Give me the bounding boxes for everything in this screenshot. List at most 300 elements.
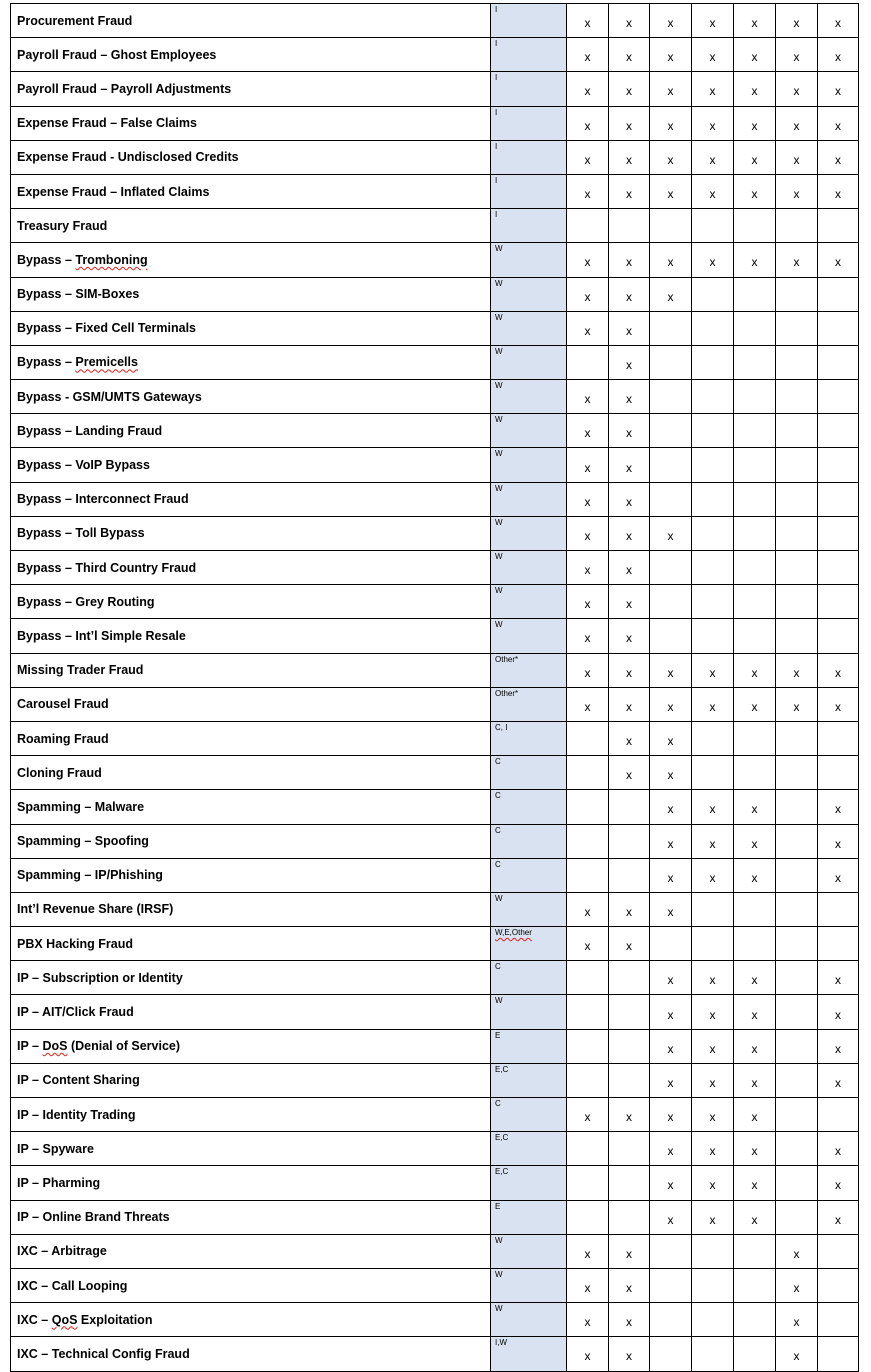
fraud-type-name: Bypass – Third Country Fraud bbox=[11, 551, 491, 585]
mark-cell-col-3: x bbox=[650, 1166, 692, 1200]
category-code: I bbox=[491, 4, 567, 38]
mark-cell-col-1: x bbox=[567, 277, 609, 311]
mark-cell-col-6 bbox=[776, 824, 818, 858]
category-code: E bbox=[491, 1029, 567, 1063]
mark-cell-col-7 bbox=[818, 277, 859, 311]
mark-cell-col-4 bbox=[692, 380, 734, 414]
mark-cell-col-5 bbox=[734, 345, 776, 379]
mark-cell-col-3: x bbox=[650, 1132, 692, 1166]
mark-cell-col-7: x bbox=[818, 653, 859, 687]
mark-cell-col-2 bbox=[609, 961, 650, 995]
mark-cell-col-3 bbox=[650, 448, 692, 482]
mark-cell-col-7: x bbox=[818, 72, 859, 106]
mark-cell-col-2: x bbox=[609, 311, 650, 345]
category-code: I bbox=[491, 140, 567, 174]
mark-cell-col-2: x bbox=[609, 1098, 650, 1132]
mark-cell-col-3: x bbox=[650, 824, 692, 858]
mark-cell-col-2: x bbox=[609, 345, 650, 379]
mark-cell-col-2 bbox=[609, 1063, 650, 1097]
mark-cell-col-3: x bbox=[650, 892, 692, 926]
mark-cell-col-6: x bbox=[776, 174, 818, 208]
mark-cell-col-5 bbox=[734, 892, 776, 926]
mark-cell-col-5: x bbox=[734, 1098, 776, 1132]
category-code: C bbox=[491, 858, 567, 892]
spellcheck-underlined-word: QoS bbox=[51, 1312, 78, 1327]
mark-cell-col-6 bbox=[776, 516, 818, 550]
mark-cell-col-4: x bbox=[692, 995, 734, 1029]
mark-cell-col-4: x bbox=[692, 1132, 734, 1166]
mark-cell-col-1: x bbox=[567, 1268, 609, 1302]
category-code: C bbox=[491, 961, 567, 995]
mark-cell-col-6 bbox=[776, 1029, 818, 1063]
mark-cell-col-4 bbox=[692, 551, 734, 585]
mark-cell-col-4 bbox=[692, 892, 734, 926]
table-row bbox=[11, 892, 859, 926]
mark-cell-col-5: x bbox=[734, 824, 776, 858]
mark-cell-col-3: x bbox=[650, 4, 692, 38]
category-code: E,C bbox=[491, 1132, 567, 1166]
fraud-type-name: Bypass – Grey Routing bbox=[11, 585, 491, 619]
mark-cell-col-2: x bbox=[609, 653, 650, 687]
mark-cell-col-7 bbox=[818, 414, 859, 448]
mark-cell-col-7: x bbox=[818, 1166, 859, 1200]
mark-cell-col-4 bbox=[692, 927, 734, 961]
mark-cell-col-6 bbox=[776, 1132, 818, 1166]
mark-cell-col-2: x bbox=[609, 277, 650, 311]
mark-cell-col-6: x bbox=[776, 653, 818, 687]
spellcheck-underlined-word: Premicells bbox=[75, 355, 138, 370]
mark-cell-col-7: x bbox=[818, 995, 859, 1029]
table-row bbox=[11, 1098, 859, 1132]
mark-cell-col-5 bbox=[734, 482, 776, 516]
fraud-matrix-table bbox=[10, 3, 859, 1372]
mark-cell-col-6 bbox=[776, 277, 818, 311]
table-row bbox=[11, 38, 859, 72]
mark-cell-col-6: x bbox=[776, 687, 818, 721]
mark-cell-col-3: x bbox=[650, 858, 692, 892]
mark-cell-col-2 bbox=[609, 995, 650, 1029]
mark-cell-col-6 bbox=[776, 448, 818, 482]
category-code: W bbox=[491, 380, 567, 414]
mark-cell-col-7 bbox=[818, 516, 859, 550]
fraud-type-name: IP – Online Brand Threats bbox=[11, 1200, 491, 1234]
category-code: W bbox=[491, 892, 567, 926]
mark-cell-col-1: x bbox=[567, 38, 609, 72]
mark-cell-col-1: x bbox=[567, 1337, 609, 1371]
mark-cell-col-1: x bbox=[567, 4, 609, 38]
category-code: W bbox=[491, 482, 567, 516]
mark-cell-col-6 bbox=[776, 1200, 818, 1234]
mark-cell-col-5: x bbox=[734, 1166, 776, 1200]
fraud-type-name: Missing Trader Fraud bbox=[11, 653, 491, 687]
fraud-type-name: Carousel Fraud bbox=[11, 687, 491, 721]
mark-cell-col-6: x bbox=[776, 140, 818, 174]
table-row bbox=[11, 516, 859, 550]
category-code: W bbox=[491, 345, 567, 379]
mark-cell-col-7: x bbox=[818, 106, 859, 140]
category-code: C bbox=[491, 1098, 567, 1132]
mark-cell-col-2: x bbox=[609, 721, 650, 755]
mark-cell-col-2: x bbox=[609, 551, 650, 585]
mark-cell-col-1: x bbox=[567, 516, 609, 550]
table-row bbox=[11, 72, 859, 106]
mark-cell-col-5: x bbox=[734, 174, 776, 208]
mark-cell-col-2: x bbox=[609, 448, 650, 482]
mark-cell-col-3 bbox=[650, 414, 692, 448]
mark-cell-col-5 bbox=[734, 311, 776, 345]
category-code: W bbox=[491, 277, 567, 311]
fraud-type-name: Spamming – IP/Phishing bbox=[11, 858, 491, 892]
fraud-type-name: Spamming – Spoofing bbox=[11, 824, 491, 858]
mark-cell-col-1 bbox=[567, 824, 609, 858]
mark-cell-col-1: x bbox=[567, 619, 609, 653]
fraud-type-name: Payroll Fraud – Ghost Employees bbox=[11, 38, 491, 72]
table-row bbox=[11, 243, 859, 277]
mark-cell-col-1 bbox=[567, 961, 609, 995]
mark-cell-col-2 bbox=[609, 858, 650, 892]
table-row bbox=[11, 345, 859, 379]
mark-cell-col-2: x bbox=[609, 243, 650, 277]
mark-cell-col-6: x bbox=[776, 106, 818, 140]
mark-cell-col-4 bbox=[692, 1303, 734, 1337]
table-row bbox=[11, 1200, 859, 1234]
table-row bbox=[11, 653, 859, 687]
mark-cell-col-5: x bbox=[734, 140, 776, 174]
mark-cell-col-1: x bbox=[567, 140, 609, 174]
mark-cell-col-7 bbox=[818, 380, 859, 414]
fraud-type-name: Bypass – Interconnect Fraud bbox=[11, 482, 491, 516]
mark-cell-col-7: x bbox=[818, 38, 859, 72]
category-code: W bbox=[491, 1303, 567, 1337]
mark-cell-col-2 bbox=[609, 1200, 650, 1234]
mark-cell-col-1 bbox=[567, 1063, 609, 1097]
mark-cell-col-3 bbox=[650, 1337, 692, 1371]
mark-cell-col-4: x bbox=[692, 38, 734, 72]
mark-cell-col-6 bbox=[776, 345, 818, 379]
mark-cell-col-3 bbox=[650, 482, 692, 516]
mark-cell-col-1 bbox=[567, 209, 609, 243]
fraud-type-name: Bypass – Fixed Cell Terminals bbox=[11, 311, 491, 345]
category-code: C, I bbox=[491, 721, 567, 755]
mark-cell-col-3: x bbox=[650, 38, 692, 72]
fraud-type-name: PBX Hacking Fraud bbox=[11, 927, 491, 961]
mark-cell-col-5 bbox=[734, 414, 776, 448]
mark-cell-col-4: x bbox=[692, 1166, 734, 1200]
mark-cell-col-3: x bbox=[650, 995, 692, 1029]
mark-cell-col-3: x bbox=[650, 72, 692, 106]
mark-cell-col-4 bbox=[692, 448, 734, 482]
category-code: W bbox=[491, 619, 567, 653]
category-code: E bbox=[491, 1200, 567, 1234]
mark-cell-col-3 bbox=[650, 345, 692, 379]
category-code: W bbox=[491, 1268, 567, 1302]
category-code: C bbox=[491, 790, 567, 824]
mark-cell-col-7 bbox=[818, 1337, 859, 1371]
mark-cell-col-3: x bbox=[650, 687, 692, 721]
mark-cell-col-3: x bbox=[650, 1063, 692, 1097]
table-row bbox=[11, 824, 859, 858]
mark-cell-col-6 bbox=[776, 414, 818, 448]
mark-cell-col-6 bbox=[776, 721, 818, 755]
fraud-type-name: Expense Fraud – False Claims bbox=[11, 106, 491, 140]
mark-cell-col-5 bbox=[734, 619, 776, 653]
mark-cell-col-1: x bbox=[567, 448, 609, 482]
mark-cell-col-3 bbox=[650, 380, 692, 414]
mark-cell-col-4 bbox=[692, 1337, 734, 1371]
mark-cell-col-1 bbox=[567, 1029, 609, 1063]
mark-cell-col-3 bbox=[650, 311, 692, 345]
mark-cell-col-2 bbox=[609, 824, 650, 858]
mark-cell-col-7: x bbox=[818, 961, 859, 995]
mark-cell-col-3: x bbox=[650, 140, 692, 174]
table-row bbox=[11, 687, 859, 721]
table-row bbox=[11, 790, 859, 824]
mark-cell-col-2: x bbox=[609, 72, 650, 106]
mark-cell-col-6 bbox=[776, 892, 818, 926]
category-code: Other* bbox=[491, 653, 567, 687]
mark-cell-col-6 bbox=[776, 961, 818, 995]
table-row bbox=[11, 1337, 859, 1371]
fraud-type-name: Int’l Revenue Share (IRSF) bbox=[11, 892, 491, 926]
table-row bbox=[11, 448, 859, 482]
mark-cell-col-6: x bbox=[776, 1337, 818, 1371]
mark-cell-col-5: x bbox=[734, 687, 776, 721]
mark-cell-col-5 bbox=[734, 721, 776, 755]
fraud-type-name: Bypass – Toll Bypass bbox=[11, 516, 491, 550]
table-row bbox=[11, 1234, 859, 1268]
mark-cell-col-3: x bbox=[650, 174, 692, 208]
mark-cell-col-5 bbox=[734, 1337, 776, 1371]
mark-cell-col-6 bbox=[776, 927, 818, 961]
mark-cell-col-3 bbox=[650, 209, 692, 243]
mark-cell-col-6 bbox=[776, 1063, 818, 1097]
table-row bbox=[11, 414, 859, 448]
mark-cell-col-7: x bbox=[818, 243, 859, 277]
category-code bbox=[491, 927, 567, 961]
table-row bbox=[11, 1132, 859, 1166]
table-row bbox=[11, 1166, 859, 1200]
mark-cell-col-1: x bbox=[567, 482, 609, 516]
mark-cell-col-4 bbox=[692, 414, 734, 448]
table-row bbox=[11, 858, 859, 892]
mark-cell-col-3 bbox=[650, 927, 692, 961]
mark-cell-col-4 bbox=[692, 721, 734, 755]
table-row bbox=[11, 140, 859, 174]
table-row bbox=[11, 174, 859, 208]
table-row bbox=[11, 619, 859, 653]
mark-cell-col-3: x bbox=[650, 106, 692, 140]
mark-cell-col-5: x bbox=[734, 1029, 776, 1063]
mark-cell-col-4: x bbox=[692, 961, 734, 995]
spellcheck-underlined-word: W,E,Other bbox=[495, 928, 532, 938]
mark-cell-col-5: x bbox=[734, 243, 776, 277]
fraud-type-name: IP – Subscription or Identity bbox=[11, 961, 491, 995]
mark-cell-col-7: x bbox=[818, 687, 859, 721]
table-row bbox=[11, 482, 859, 516]
mark-cell-col-7 bbox=[818, 482, 859, 516]
mark-cell-col-5: x bbox=[734, 790, 776, 824]
mark-cell-col-4: x bbox=[692, 1098, 734, 1132]
category-code: W bbox=[491, 551, 567, 585]
mark-cell-col-5: x bbox=[734, 1200, 776, 1234]
mark-cell-col-7 bbox=[818, 585, 859, 619]
mark-cell-col-1: x bbox=[567, 106, 609, 140]
table-row bbox=[11, 721, 859, 755]
mark-cell-col-3: x bbox=[650, 721, 692, 755]
mark-cell-col-4: x bbox=[692, 790, 734, 824]
mark-cell-col-4: x bbox=[692, 653, 734, 687]
mark-cell-col-7 bbox=[818, 1234, 859, 1268]
mark-cell-col-7: x bbox=[818, 790, 859, 824]
fraud-type-name: IP – Spyware bbox=[11, 1132, 491, 1166]
mark-cell-col-5: x bbox=[734, 995, 776, 1029]
mark-cell-col-1: x bbox=[567, 927, 609, 961]
mark-cell-col-4 bbox=[692, 209, 734, 243]
mark-cell-col-3: x bbox=[650, 790, 692, 824]
mark-cell-col-1: x bbox=[567, 1098, 609, 1132]
fraud-type-name: Bypass – Landing Fraud bbox=[11, 414, 491, 448]
fraud-type-name: IP – Identity Trading bbox=[11, 1098, 491, 1132]
mark-cell-col-6 bbox=[776, 790, 818, 824]
mark-cell-col-3 bbox=[650, 585, 692, 619]
mark-cell-col-4: x bbox=[692, 687, 734, 721]
fraud-type-name: Bypass – Tromboning bbox=[11, 243, 491, 277]
fraud-type-name: Bypass – VoIP Bypass bbox=[11, 448, 491, 482]
mark-cell-col-7: x bbox=[818, 174, 859, 208]
mark-cell-col-6: x bbox=[776, 1268, 818, 1302]
mark-cell-col-6: x bbox=[776, 72, 818, 106]
mark-cell-col-4: x bbox=[692, 1063, 734, 1097]
mark-cell-col-6: x bbox=[776, 1303, 818, 1337]
mark-cell-col-2: x bbox=[609, 927, 650, 961]
mark-cell-col-5 bbox=[734, 927, 776, 961]
mark-cell-col-7: x bbox=[818, 1063, 859, 1097]
fraud-type-name: IXC – Arbitrage bbox=[11, 1234, 491, 1268]
mark-cell-col-1: x bbox=[567, 1303, 609, 1337]
category-code: W bbox=[491, 311, 567, 345]
mark-cell-col-6: x bbox=[776, 4, 818, 38]
mark-cell-col-4 bbox=[692, 1234, 734, 1268]
mark-cell-col-2: x bbox=[609, 1337, 650, 1371]
mark-cell-col-4: x bbox=[692, 243, 734, 277]
mark-cell-col-3: x bbox=[650, 756, 692, 790]
fraud-type-name: Payroll Fraud – Payroll Adjustments bbox=[11, 72, 491, 106]
mark-cell-col-3 bbox=[650, 1234, 692, 1268]
mark-cell-col-3: x bbox=[650, 243, 692, 277]
mark-cell-col-7 bbox=[818, 551, 859, 585]
category-code: W bbox=[491, 1234, 567, 1268]
mark-cell-col-4 bbox=[692, 482, 734, 516]
mark-cell-col-3 bbox=[650, 551, 692, 585]
category-code: W bbox=[491, 243, 567, 277]
fraud-type-name: Expense Fraud – Inflated Claims bbox=[11, 174, 491, 208]
mark-cell-col-2: x bbox=[609, 106, 650, 140]
mark-cell-col-4: x bbox=[692, 72, 734, 106]
mark-cell-col-2: x bbox=[609, 4, 650, 38]
mark-cell-col-5 bbox=[734, 277, 776, 311]
table-row bbox=[11, 961, 859, 995]
mark-cell-col-5: x bbox=[734, 1063, 776, 1097]
fraud-type-name: Roaming Fraud bbox=[11, 721, 491, 755]
fraud-type-name: Treasury Fraud bbox=[11, 209, 491, 243]
table-body bbox=[11, 4, 859, 1372]
category-code: I,W bbox=[491, 1337, 567, 1371]
mark-cell-col-1: x bbox=[567, 1234, 609, 1268]
mark-cell-col-6 bbox=[776, 858, 818, 892]
mark-cell-col-1: x bbox=[567, 687, 609, 721]
fraud-type-name: IXC – QoS Exploitation bbox=[11, 1303, 491, 1337]
mark-cell-col-5 bbox=[734, 1268, 776, 1302]
table-row bbox=[11, 277, 859, 311]
mark-cell-col-7 bbox=[818, 619, 859, 653]
mark-cell-col-4: x bbox=[692, 106, 734, 140]
mark-cell-col-4 bbox=[692, 756, 734, 790]
mark-cell-col-3: x bbox=[650, 1098, 692, 1132]
mark-cell-col-7: x bbox=[818, 1200, 859, 1234]
mark-cell-col-4 bbox=[692, 619, 734, 653]
mark-cell-col-3: x bbox=[650, 277, 692, 311]
mark-cell-col-6 bbox=[776, 619, 818, 653]
category-code: C bbox=[491, 756, 567, 790]
mark-cell-col-7 bbox=[818, 1268, 859, 1302]
fraud-type-name: Bypass – SIM-Boxes bbox=[11, 277, 491, 311]
table-row bbox=[11, 1063, 859, 1097]
mark-cell-col-5 bbox=[734, 585, 776, 619]
mark-cell-col-6 bbox=[776, 1098, 818, 1132]
mark-cell-col-7 bbox=[818, 892, 859, 926]
mark-cell-col-5 bbox=[734, 448, 776, 482]
mark-cell-col-6: x bbox=[776, 243, 818, 277]
mark-cell-col-6 bbox=[776, 311, 818, 345]
category-code: E,C bbox=[491, 1166, 567, 1200]
mark-cell-col-5 bbox=[734, 756, 776, 790]
mark-cell-col-3: x bbox=[650, 961, 692, 995]
mark-cell-col-5: x bbox=[734, 1132, 776, 1166]
mark-cell-col-4: x bbox=[692, 1200, 734, 1234]
category-code: E,C bbox=[491, 1063, 567, 1097]
category-code: I bbox=[491, 38, 567, 72]
mark-cell-col-3 bbox=[650, 619, 692, 653]
mark-cell-col-1: x bbox=[567, 892, 609, 926]
mark-cell-col-2: x bbox=[609, 1303, 650, 1337]
mark-cell-col-1: x bbox=[567, 653, 609, 687]
mark-cell-col-7: x bbox=[818, 4, 859, 38]
mark-cell-col-2: x bbox=[609, 482, 650, 516]
mark-cell-col-6 bbox=[776, 551, 818, 585]
mark-cell-col-1: x bbox=[567, 174, 609, 208]
mark-cell-col-7 bbox=[818, 209, 859, 243]
mark-cell-col-2: x bbox=[609, 414, 650, 448]
mark-cell-col-2: x bbox=[609, 585, 650, 619]
mark-cell-col-4: x bbox=[692, 858, 734, 892]
mark-cell-col-7: x bbox=[818, 858, 859, 892]
mark-cell-col-4: x bbox=[692, 1029, 734, 1063]
mark-cell-col-1: x bbox=[567, 585, 609, 619]
mark-cell-col-1 bbox=[567, 1132, 609, 1166]
mark-cell-col-5: x bbox=[734, 961, 776, 995]
mark-cell-col-2: x bbox=[609, 174, 650, 208]
mark-cell-col-6 bbox=[776, 482, 818, 516]
mark-cell-col-6: x bbox=[776, 38, 818, 72]
category-code: Other* bbox=[491, 687, 567, 721]
mark-cell-col-1: x bbox=[567, 243, 609, 277]
table-row bbox=[11, 106, 859, 140]
category-code: W bbox=[491, 995, 567, 1029]
mark-cell-col-5: x bbox=[734, 4, 776, 38]
mark-cell-col-2: x bbox=[609, 756, 650, 790]
mark-cell-col-3 bbox=[650, 1303, 692, 1337]
mark-cell-col-2: x bbox=[609, 687, 650, 721]
